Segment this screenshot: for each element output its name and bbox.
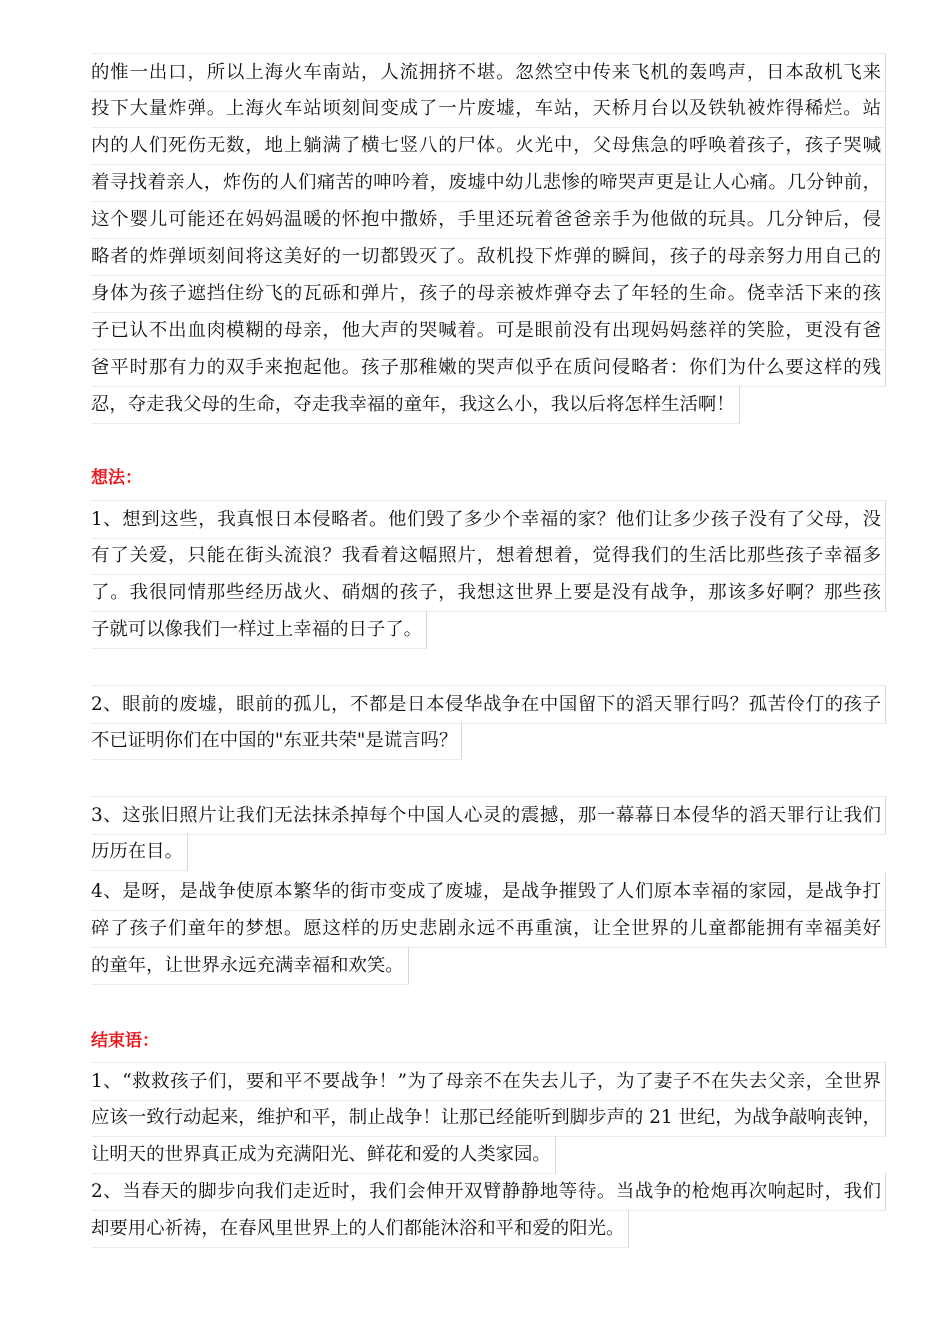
story-line: 内的人们死伤无数，地上躺满了横七竖八的尸体。火光中，父母焦急的呼唤着孩子，孩子哭喊 [91,127,886,165]
conclusion-line: 让明天的世界真正成为充满阳光、鲜花和爱的人类家园。 [91,1136,556,1174]
conclusion-line: 2、当春天的脚步向我们走近时，我们会伸开双臂静静地等待。当战争的枪炮再次响起时，我们 [91,1173,886,1211]
thoughts-heading: 想法： [91,468,142,488]
story-line: 忍，夺走我父母的生命，夺走我幸福的童年，我这么小，我以后将怎样生活啊！ [91,386,740,424]
story-line: 略者的炸弹顷刻间将这美好的一切都毁灭了。敌机投下炸弹的瞬间，孩子的母亲努力用自己的 [91,238,886,276]
conclusion-line: 1、“救救孩子们，要和平不要战争！”为了母亲不在失去儿子，为了妻子不在失去父亲，全世界 [91,1062,886,1101]
story-line: 子已认不出血肉模糊的母亲，他大声的哭喊着。可是眼前没有出现妈妈慈祥的笑脸，更没有爸 [91,312,886,350]
thought-line: 历历在目。 [91,833,188,871]
conclusion-heading: 结束语： [91,1031,159,1051]
story-line: 着寻找着亲人，炸伤的人们痛苦的呻吟着，废墟中幼儿悲惨的啼哭声更是让人心痛。几分钟前， [91,164,886,202]
conclusion-line: 应该一致行动起来，维护和平，制止战争！让那已经能听到脚步声的 21 世纪，为战争敲响丧钟， [91,1099,886,1137]
thought-line: 4、是呀，是战争使原本繁华的街市变成了废墟，是战争摧毁了人们原本幸福的家园，是战争打 [91,873,886,911]
thought-line: 碎了孩子们童年的梦想。愿这样的历史悲剧永远不再重演，让全世界的儿童都能拥有幸福美好 [91,910,886,948]
story-line: 这个婴儿可能还在妈妈温暖的怀抱中撒娇，手里还玩着爸爸亲手为他做的玩具。几分钟后，侵 [91,201,886,239]
thought-line: 有了关爱，只能在街头流浪？我看着这幅照片，想着想着，觉得我们的生活比那些孩子幸福多 [91,537,886,575]
conclusion-line: 却要用心祈祷，在春风里世界上的人们都能沐浴和平和爱的阳光。 [91,1210,629,1248]
story-line: 身体为孩子遮挡住纷飞的瓦砾和弹片，孩子的母亲被炸弹夺去了年轻的生命。侥幸活下来的孩 [91,275,886,313]
story-line: 爸平时那有力的双手来抱起他。孩子那稚嫩的哭声似乎在质问侵略者：你们为什么要这样的残 [91,349,886,387]
thought-line: 3、这张旧照片让我们无法抹杀掉每个中国人心灵的震撼，那一幕幕日本侵华的滔天罪行让我们 [91,796,886,835]
thought-line: 的童年，让世界永远充满幸福和欢笑。 [91,947,409,985]
story-line: 投下大量炸弹。上海火车站顷刻间变成了一片废墟，车站，天桥月台以及铁轨被炸得稀烂。站 [91,90,886,128]
thought-line: 2、眼前的废墟，眼前的孤儿，不都是日本侵华战争在中国留下的滔天罪行吗？孤苦伶仃的孩子 [91,685,886,724]
story-line: 的惟一出口，所以上海火车南站，人流拥挤不堪。忽然空中传来飞机的轰鸣声，日本敌机飞来 [91,53,886,92]
thought-line: 1、想到这些，我真恨日本侵略者。他们毁了多少个幸福的家？他们让多少孩子没有了父母，没 [91,500,886,539]
thought-line: 子就可以像我们一样过上幸福的日子了。 [91,611,427,649]
thought-line: 了。我很同情那些经历战火、硝烟的孩子，我想这世界上要是没有战争，那该多好啊？那些孩 [91,574,886,612]
thought-line: 不已证明你们在中国的"东亚共荣"是谎言吗？ [91,722,462,760]
